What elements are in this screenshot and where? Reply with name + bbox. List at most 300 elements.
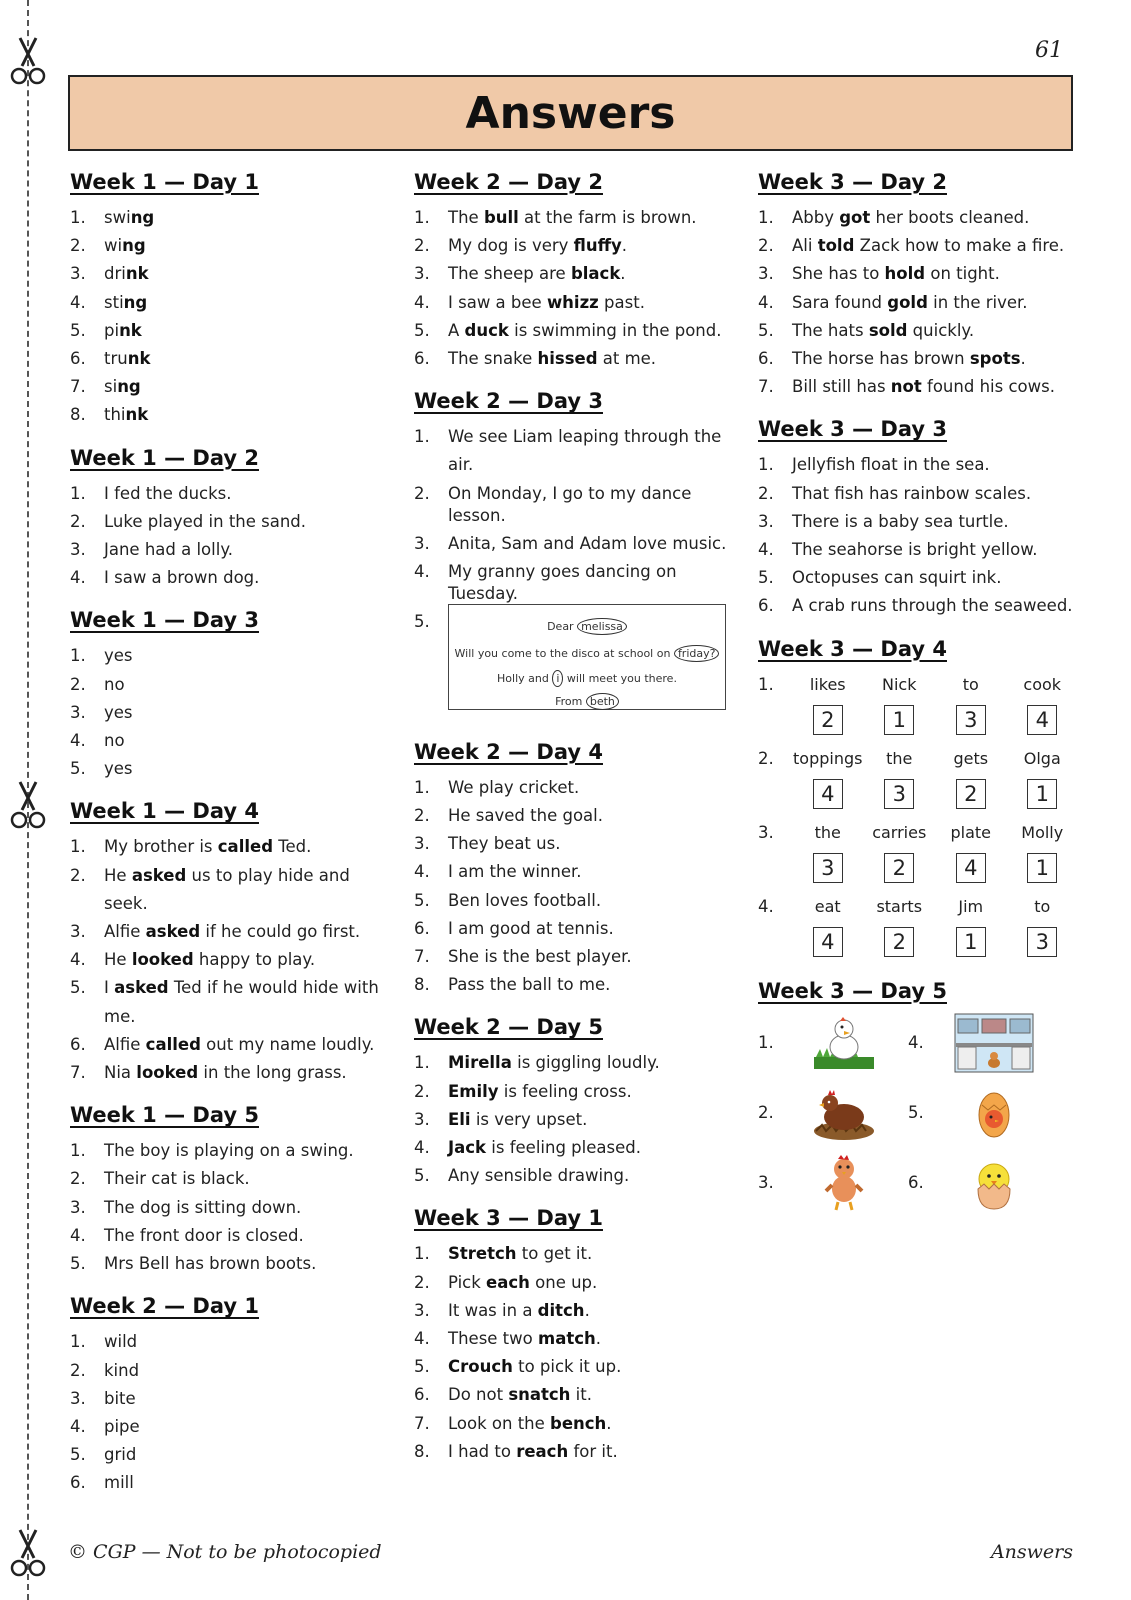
answer-item <box>414 530 734 558</box>
item-number: 1. <box>414 1053 430 1073</box>
answer-list <box>758 451 1078 620</box>
item-number: 4. <box>908 1033 924 1053</box>
highlighted-word: sold <box>868 320 908 340</box>
answer-text <box>448 260 734 288</box>
highlighted-word: called <box>217 837 274 857</box>
text-run: He <box>104 865 132 885</box>
item-number: 6. <box>70 349 86 369</box>
word-order-question <box>758 745 1078 809</box>
letter-line <box>449 640 725 668</box>
item-number: 3. <box>70 1388 86 1408</box>
word-row <box>758 819 1078 847</box>
item-number: 3. <box>758 264 774 284</box>
answer-item <box>70 946 390 974</box>
section-heading: Week 1 — Day 5 <box>70 1103 259 1128</box>
text-run: yes <box>104 646 133 666</box>
answer-item <box>70 1385 390 1413</box>
section-heading: Week 3 — Day 2 <box>758 170 947 194</box>
hatching-chick-icon <box>954 1153 1034 1213</box>
text-run: Anita, Sam and Adam love music. <box>448 533 727 553</box>
answer-item <box>414 915 734 943</box>
highlighted-word: whizz <box>546 292 599 312</box>
answer-item <box>758 204 1078 232</box>
highlighted-word: Mirella <box>448 1053 512 1073</box>
answer-text <box>104 974 390 1030</box>
item-number: 4. <box>70 1225 86 1245</box>
answer-item <box>70 1413 390 1441</box>
item-number: 3. <box>414 1300 430 1320</box>
highlighted-word: snatch <box>508 1385 571 1405</box>
answer-section <box>414 389 734 710</box>
text-run: A crab runs through the seaweed. <box>792 596 1073 616</box>
answer-item <box>414 317 734 345</box>
text-run: to pick it up. <box>512 1357 622 1377</box>
item-number: 5. <box>758 568 774 588</box>
section-heading: Week 3 — Day 4 <box>758 636 947 661</box>
text-run: tru <box>104 349 128 369</box>
text-run: Their cat is black. <box>104 1169 250 1189</box>
text-run: I <box>104 978 115 998</box>
item-number: 2. <box>70 511 86 531</box>
answer-item <box>758 480 1078 508</box>
highlighted-word: ng <box>117 377 141 397</box>
item-number: 3. <box>70 264 86 284</box>
section-heading: Week 2 — Day 4 <box>414 739 603 764</box>
text-run: The dog is sitting down. <box>104 1197 302 1217</box>
letter-text: Holly and <box>497 671 549 685</box>
highlighted-word: nk <box>127 349 151 369</box>
answer-text <box>448 830 734 858</box>
text-run: mill <box>104 1473 134 1493</box>
item-number: 3. <box>70 922 86 942</box>
text-run: I saw a bee <box>448 292 547 312</box>
text-run: My granny goes dancing on Tuesday. <box>448 561 677 603</box>
text-run: The sheep are <box>448 264 571 284</box>
item-number: 7. <box>758 377 774 397</box>
word: Molly <box>1021 822 1064 842</box>
answer-text <box>448 774 734 802</box>
word-row <box>758 745 1078 773</box>
item-number: 6. <box>758 349 774 369</box>
item-number: 7. <box>414 1413 430 1433</box>
letter-line <box>449 613 725 641</box>
text-run: I am the winner. <box>448 862 582 882</box>
item-number: 3. <box>758 822 774 842</box>
order-number-box: 1 <box>1027 853 1057 883</box>
section-heading: Week 2 — Day 1 <box>70 1294 259 1319</box>
answer-text <box>448 204 734 232</box>
text-run: Zack how to make a fire. <box>854 236 1065 256</box>
item-number: 2. <box>414 806 430 826</box>
text-run: thi <box>104 405 126 425</box>
footer-copyright: © CGP — Not to be photocopied <box>68 1541 382 1563</box>
number-box-row <box>758 853 1078 883</box>
text-run: is feeling pleased. <box>486 1138 641 1158</box>
order-number-box: 4 <box>813 779 843 809</box>
text-run: Nia <box>104 1063 137 1083</box>
text-run: on tight. <box>925 264 1000 284</box>
answer-text <box>448 1381 734 1409</box>
answer-item <box>414 858 734 886</box>
answer-list <box>70 480 390 593</box>
highlighted-word: each <box>486 1272 530 1292</box>
answer-item <box>70 260 390 288</box>
word: gets <box>953 748 989 768</box>
answer-list <box>414 774 734 1000</box>
answer-text <box>104 642 390 670</box>
text-run: . <box>1020 349 1026 369</box>
picture-answer <box>758 1083 908 1143</box>
answer-item <box>70 1469 390 1497</box>
answer-text <box>104 373 390 401</box>
item-number: 1. <box>414 777 430 797</box>
answer-text <box>448 1106 734 1134</box>
word: toppings <box>793 748 863 768</box>
answer-text <box>104 317 390 345</box>
letter-answer <box>414 608 734 710</box>
answer-text <box>104 1194 390 1222</box>
duckling-on-grass-icon <box>804 1013 884 1073</box>
answer-item <box>70 289 390 317</box>
highlighted-word: ng <box>122 236 146 256</box>
answer-text <box>104 1165 390 1193</box>
answer-item <box>414 260 734 288</box>
item-number: 8. <box>414 975 430 995</box>
answer-item <box>414 1410 734 1438</box>
highlighted-word: ng <box>123 292 148 312</box>
answer-text <box>104 260 390 288</box>
text-run: past. <box>598 292 645 312</box>
item-number: 2. <box>758 748 774 768</box>
letter-line <box>449 688 725 716</box>
text-run: Bill still has <box>792 377 891 397</box>
item-number: 4. <box>758 540 774 560</box>
answer-section <box>758 170 1078 401</box>
text-run: found his cows. <box>921 377 1055 397</box>
answers-column-1 <box>70 170 390 1514</box>
answer-text <box>792 480 1078 508</box>
word: likes <box>809 674 846 694</box>
number-box-row <box>758 779 1078 809</box>
text-run: Octopuses can squirt ink. <box>792 568 1002 588</box>
text-run: He saved the goal. <box>448 806 603 826</box>
word: the <box>886 748 913 768</box>
item-number: 5. <box>414 1166 430 1186</box>
word: Jim <box>958 896 984 916</box>
answer-item <box>70 671 390 699</box>
text-run: Sara found <box>792 292 888 312</box>
answer-text <box>792 564 1078 592</box>
highlighted-word: asked <box>131 865 187 885</box>
item-number: 2. <box>758 483 774 503</box>
order-number-box: 3 <box>813 853 843 883</box>
item-number: 6. <box>908 1173 924 1193</box>
answer-item <box>70 918 390 946</box>
order-number-box: 1 <box>956 927 986 957</box>
highlighted-word: Eli <box>448 1109 471 1129</box>
answer-item <box>70 1357 390 1385</box>
answer-item <box>414 943 734 971</box>
highlighted-word: match <box>538 1329 596 1349</box>
answer-text <box>448 971 734 999</box>
item-number: 3. <box>70 540 86 560</box>
answer-item <box>414 971 734 999</box>
answer-text <box>448 1438 734 1466</box>
item-number: 7. <box>414 947 430 967</box>
answer-list <box>414 204 734 373</box>
footer-section-name: Answers <box>990 1541 1073 1563</box>
answer-text <box>792 317 1078 345</box>
item-number: 6. <box>758 596 774 616</box>
answer-item <box>414 1162 734 1190</box>
item-number: 2. <box>414 1081 430 1101</box>
highlighted-word: ng <box>130 208 155 227</box>
answer-section <box>70 446 390 593</box>
text-run: bite <box>104 1388 136 1408</box>
word: to <box>962 674 979 694</box>
item-number: 6. <box>70 1034 86 1054</box>
highlighted-word: Stretch <box>448 1244 517 1264</box>
text-run: She has to <box>792 264 885 284</box>
answer-text <box>448 232 734 260</box>
answer-text <box>448 1410 734 1438</box>
answer-item <box>70 508 390 536</box>
answer-item <box>70 727 390 755</box>
title-banner <box>68 75 1073 151</box>
text-run: one up. <box>529 1272 598 1292</box>
answer-item <box>414 1106 734 1134</box>
answer-text <box>104 401 390 429</box>
text-run: happy to play. <box>193 950 316 970</box>
answer-list <box>414 423 734 605</box>
answer-text <box>448 1353 734 1381</box>
item-number: 2. <box>758 1103 774 1123</box>
answer-text <box>792 592 1078 620</box>
text-run: wi <box>104 236 123 256</box>
text-run: On Monday, I go to my dance lesson. <box>448 483 692 525</box>
text-run: . <box>606 1413 612 1433</box>
item-number: 1. <box>758 455 774 475</box>
text-run: is giggling loudly. <box>511 1053 660 1073</box>
letter-text: Will you come to the disco at school on <box>454 646 671 660</box>
highlighted-word: called <box>145 1034 201 1054</box>
text-run: yes <box>104 759 133 779</box>
item-number: 4. <box>70 950 86 970</box>
answer-item <box>414 204 734 232</box>
highlighted-word: bench <box>550 1413 607 1433</box>
answer-item <box>414 1438 734 1466</box>
text-run: us to play hide and seek. <box>104 865 350 913</box>
highlighted-word: black <box>570 264 621 284</box>
item-number: 4. <box>414 561 430 581</box>
order-number-box: 4 <box>1027 705 1057 735</box>
answer-item <box>414 1078 734 1106</box>
answer-text <box>448 561 734 605</box>
item-number: 4. <box>758 292 774 312</box>
item-number: 6. <box>414 1385 430 1405</box>
answer-item <box>70 564 390 592</box>
answer-text <box>448 345 734 373</box>
highlighted-word: asked <box>114 978 169 998</box>
hen-on-nest-icon <box>804 1083 884 1143</box>
answer-item <box>70 345 390 373</box>
word: to <box>1034 896 1051 916</box>
order-number-box: 4 <box>956 853 986 883</box>
circled-word: i <box>552 670 563 687</box>
text-run: Luke played in the sand. <box>104 511 307 531</box>
text-run: I had to <box>448 1441 517 1461</box>
text-run: We see Liam leaping through the air. <box>448 427 722 475</box>
text-run: The front door is closed. <box>104 1225 304 1245</box>
answer-text <box>104 1059 390 1087</box>
answer-text <box>104 289 390 317</box>
highlighted-word: hissed <box>537 349 598 369</box>
text-run: I fed the ducks. <box>104 483 232 503</box>
item-number: 3. <box>414 1109 430 1129</box>
section-heading: Week 1 — Day 2 <box>70 445 259 470</box>
answer-text <box>104 727 390 755</box>
picture-answer <box>908 1083 1058 1143</box>
text-run: There is a baby sea turtle. <box>792 511 1009 531</box>
answer-text <box>104 918 390 946</box>
text-run: Look on the <box>448 1413 551 1433</box>
text-run: . <box>620 264 626 284</box>
text-run: Ted if he would hide with me. <box>104 978 379 1026</box>
answer-text <box>104 833 390 861</box>
answer-section <box>414 1015 734 1190</box>
picture-answer <box>908 1013 1058 1073</box>
answer-text <box>104 1385 390 1413</box>
text-run: Mrs Bell has brown boots. <box>104 1254 317 1274</box>
answer-item <box>70 699 390 727</box>
item-number: 4. <box>414 1138 430 1158</box>
answer-text <box>104 1250 390 1278</box>
answer-text <box>448 423 734 479</box>
item-number: 3. <box>414 533 430 553</box>
answer-text <box>792 536 1078 564</box>
answer-item <box>414 1325 734 1353</box>
item-number: 6. <box>414 918 430 938</box>
highlighted-word: Jack <box>448 1138 487 1158</box>
order-number-box: 3 <box>956 705 986 735</box>
letter-text: From <box>555 694 583 708</box>
text-run: Ben loves football. <box>448 890 602 910</box>
item-number: 5. <box>414 890 430 910</box>
item-number: 5. <box>414 611 430 631</box>
answer-text <box>448 530 734 558</box>
text-run: The boy is playing on a swing. <box>104 1141 354 1161</box>
item-number: 8. <box>70 405 86 425</box>
answer-text <box>448 858 734 886</box>
item-number: 2. <box>414 483 430 503</box>
highlighted-word: nk <box>125 264 149 284</box>
scissors-icon <box>8 36 48 88</box>
answer-text <box>104 1413 390 1441</box>
section-heading: Week 1 — Day 1 <box>70 170 259 194</box>
answer-item <box>70 480 390 508</box>
answer-list <box>70 204 390 430</box>
chick-in-egg-icon <box>954 1083 1034 1143</box>
highlighted-word: Emily <box>448 1081 499 1101</box>
word: carries <box>872 822 927 842</box>
answer-item <box>70 833 390 861</box>
answer-item <box>758 564 1078 592</box>
item-number: 4. <box>758 896 774 916</box>
answer-section <box>758 417 1078 620</box>
answer-list <box>70 642 390 783</box>
answer-section <box>70 1103 390 1278</box>
text-run: her boots cleaned. <box>870 208 1030 227</box>
answer-item <box>414 1049 734 1077</box>
item-number: 2. <box>70 1360 86 1380</box>
text-run: . <box>595 1329 601 1349</box>
answer-item <box>414 1240 734 1268</box>
item-number: 4. <box>414 1329 430 1349</box>
answer-section <box>414 170 734 373</box>
item-number: 3. <box>758 511 774 531</box>
item-number: 4. <box>70 731 86 751</box>
answer-list <box>70 1328 390 1497</box>
answer-item <box>758 536 1078 564</box>
number-box-row <box>758 705 1078 735</box>
answer-list <box>758 204 1078 401</box>
text-run: yes <box>104 702 133 722</box>
section-heading: Week 3 — Day 5 <box>758 978 947 1003</box>
item-number: 3. <box>414 264 430 284</box>
answer-item <box>758 508 1078 536</box>
picture-answer <box>758 1153 908 1213</box>
answer-item <box>70 1250 390 1278</box>
text-run: A <box>448 320 465 340</box>
item-number: 1. <box>414 427 430 447</box>
answers-column-3 <box>758 170 1078 1229</box>
picture-answer <box>758 1013 908 1073</box>
text-run: pi <box>104 320 120 340</box>
answer-text <box>448 915 734 943</box>
answer-text <box>104 1328 390 1356</box>
item-number: 2. <box>70 1169 86 1189</box>
answer-item <box>758 592 1078 620</box>
answer-text <box>104 232 390 260</box>
answer-item <box>414 561 734 605</box>
text-run: Jellyfish float in the sea. <box>792 455 990 475</box>
answer-text <box>792 260 1078 288</box>
picture-answer <box>908 1153 1058 1213</box>
text-run: it. <box>570 1385 592 1405</box>
item-number: 3. <box>70 702 86 722</box>
text-run: grid <box>104 1445 137 1465</box>
answer-text <box>448 289 734 317</box>
answers-column-2 <box>414 170 734 1482</box>
section-heading: Week 3 — Day 3 <box>758 417 947 442</box>
text-run: Abby <box>792 208 840 227</box>
item-number: 4. <box>70 292 86 312</box>
item-number: 5. <box>414 1357 430 1377</box>
item-number: 1. <box>70 208 86 227</box>
section-heading: Week 3 — Day 1 <box>414 1206 603 1231</box>
order-number-box: 2 <box>813 705 843 735</box>
order-number-box: 3 <box>884 779 914 809</box>
item-number: 1. <box>70 483 86 503</box>
text-run: It was in a <box>448 1300 538 1320</box>
answer-text <box>104 480 390 508</box>
page-title: Answers <box>465 87 676 139</box>
item-number: 7. <box>70 1063 86 1083</box>
text-run: Alfie <box>104 922 146 942</box>
order-number-box: 4 <box>813 927 843 957</box>
answer-item <box>414 887 734 915</box>
highlighted-word: told <box>817 236 855 256</box>
